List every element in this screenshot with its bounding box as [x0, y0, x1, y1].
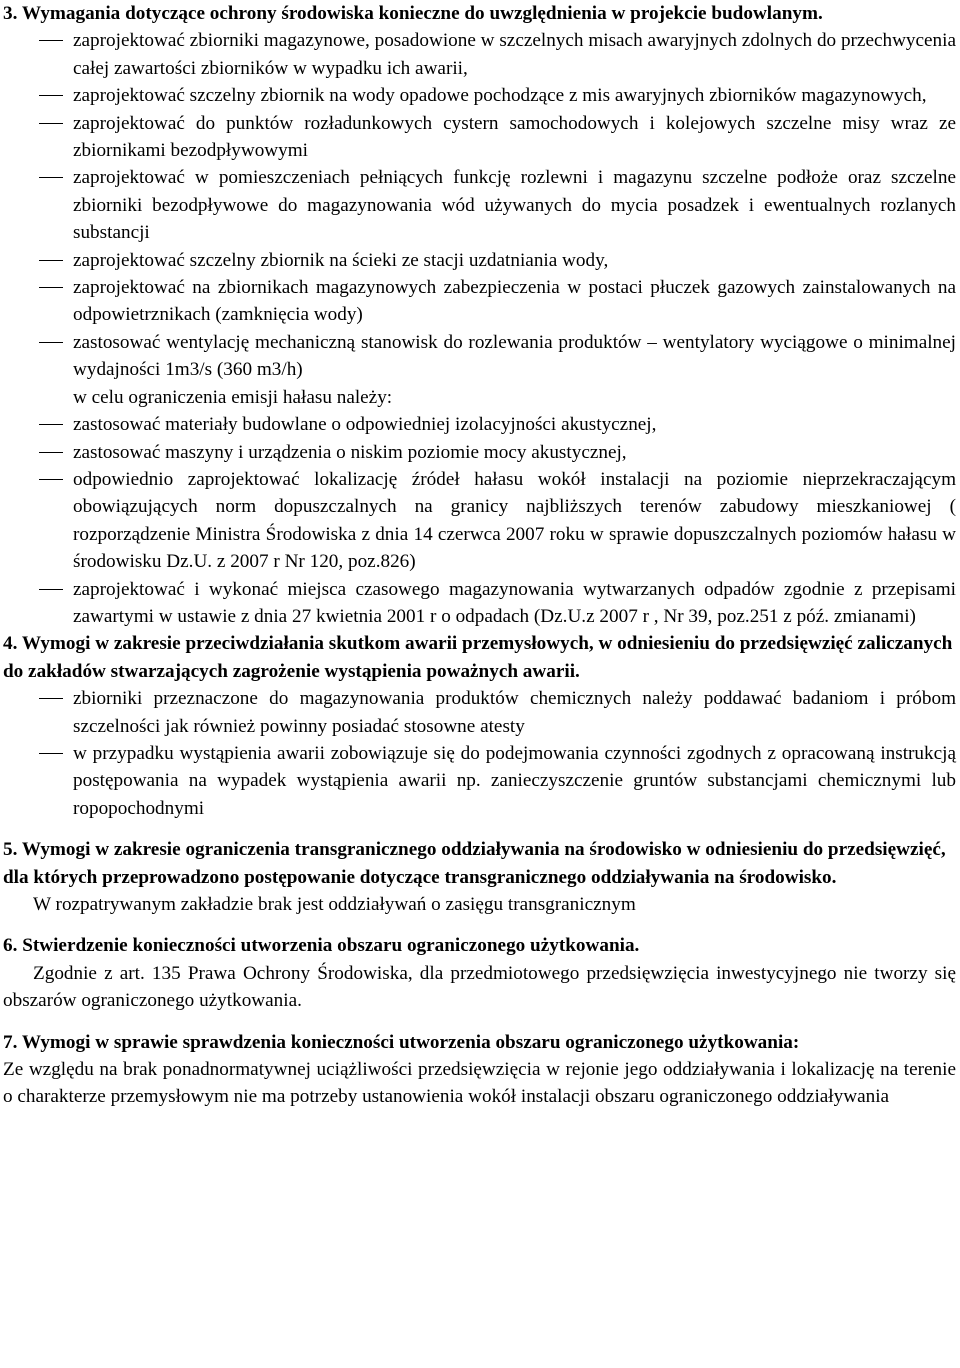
list-item: zaprojektować w pomieszczeniach pełniących funkcję rozlewni i magazynu szczelne podłoże oraz szczelne zbiorniki bezodpływowe do magazynowania wód używanych do mycia posadzek i ewentualnych rozlanych substancji	[3, 164, 956, 246]
section-4	[3, 630, 956, 822]
list-item: zaprojektować na zbiornikach magazynowych zabezpieczenia w postaci płuczek gazowych zainstalowanych na odpowietrznikach (zamknięcia wody)	[3, 274, 956, 329]
section-3-heading: 3. Wymagania dotyczące ochrony środowiska konieczne do uwzględnienia w projekcie budowlanym.	[3, 3, 823, 24]
noise-list	[3, 411, 956, 630]
section-6-heading: 6. Stwierdzenie konieczności utworzenia obszaru ograniczonego użytkowania.	[3, 935, 640, 957]
spacer	[3, 918, 956, 932]
noise-intro: w celu ograniczenia emisji hałasu należy:	[73, 386, 393, 408]
section-6-body: Zgodnie z art. 135 Prawa Ochrony Środowiska, dla przedmiotowego przedsięwzięcia inwestycyjnego nie tworzy się obszarów ograniczonego użytkowania.	[3, 962, 956, 1012]
list-item: zaprojektować i wykonać miejsca czasowego magazynowania wytwarzanych odpadów zgodnie z przepisami zawartymi w ustawie z dnia 27 kwietnia 2001 r o odpadach (Dz.U.z 2007 r , Nr 39, poz.251 z póź. zmianami)	[3, 576, 956, 631]
list-item: zastosować wentylację mechaniczną stanowisk do rozlewania produktów – wentylatory wyciągowe o minimalnej wydajności 1m3/s (360 m3/h)	[3, 329, 956, 384]
section-7-heading: 7. Wymogi w sprawie sprawdzenia konieczności utworzenia obszaru ograniczonego użytkowania:	[3, 1031, 800, 1053]
section-3	[3, 0, 956, 630]
section-6	[3, 932, 956, 1014]
list-item: zaprojektować szczelny zbiornik na wody opadowe pochodzące z mis awaryjnych zbiorników magazynowych,	[3, 82, 956, 109]
section-7-body: Ze względu na brak ponadnormatywnej uciążliwości przedsięwzięcia w rejonie jego oddziaływania i lokalizację na terenie o charakterze przemysłowym nie ma potrzeby ustanowienia wokół instalacji obszaru ograniczonego oddziaływania	[3, 1059, 956, 1108]
list-item: zastosować maszyny i urządzenia o niskim poziomie mocy akustycznej,	[3, 439, 956, 466]
section-4-list	[3, 685, 956, 822]
spacer	[3, 822, 956, 836]
section-3-list	[3, 27, 956, 383]
list-item: odpowiednio zaprojektować lokalizację źródeł hałasu wokół instalacji na poziomie nieprzekraczającym obowiązujących norm dopuszczalnych na granicy najbliższych terenów zabudowy mieszkaniowej ( rozporządzenie Ministra Środowiska z dnia 14 czerwca 2007 roku w sprawie dopuszczalnych poziomów hałasu w środowisku Dz.U. z 2007 r Nr 120, poz.826)	[3, 466, 956, 576]
section-7	[3, 1029, 956, 1111]
list-item: zaprojektować do punktów rozładunkowych cystern samochodowych i kolejowych szczelne misy wraz ze zbiornikami bezodpływowymi	[3, 110, 956, 165]
list-item: zaprojektować szczelny zbiornik na ścieki ze stacji uzdatniania wody,	[3, 247, 956, 274]
list-item: zbiorniki przeznaczone do magazynowania produktów chemicznych należy poddawać badaniom i próbom szczelności jak również powinny posiadać stosowne atesty	[3, 685, 956, 740]
section-4-heading: 4. Wymogi w zakresie przeciwdziałania skutkom awarii przemysłowych, w odniesieniu do przedsięwzięć zaliczanych do zakładów stwarzających zagrożenie wystąpienia poważnych awarii.	[3, 633, 953, 682]
list-item: zastosować materiały budowlane o odpowiedniej izolacyjności akustycznej,	[3, 411, 956, 438]
spacer	[3, 1015, 956, 1029]
section-5	[3, 836, 956, 918]
section-5-heading: 5. Wymogi w zakresie ograniczenia transgranicznego oddziaływania na środowisko w odniesieniu do przedsięwzięć, dla których przeprowadzono postępowanie dotyczące transgranicznego oddziaływania na środowisko.	[3, 839, 946, 888]
section-5-body: W rozpatrywanym zakładzie brak jest oddziaływań o zasięgu transgranicznym	[33, 894, 636, 915]
list-item: w przypadku wystąpienia awarii zobowiązuje się do podejmowania czynności zgodnych z opracowaną instrukcją postępowania na wypadek wystąpienia awarii np. zanieczyszczenie gruntów substancjami chemicznymi lub ropopochodnymi	[3, 740, 956, 822]
list-item: zaprojektować zbiorniki magazynowe, posadowione w szczelnych misach awaryjnych zdolnych do przechwycenia całej zawartości zbiorników w wypadku ich awarii,	[3, 27, 956, 82]
